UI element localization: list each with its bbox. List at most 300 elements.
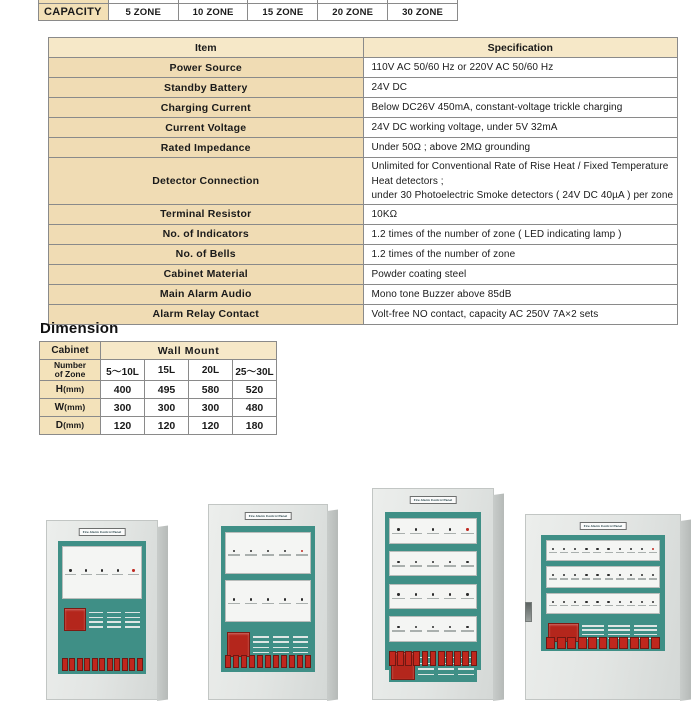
zone-text-strip [262,603,274,604]
control-legend-line [273,652,289,653]
zone-text-strip [81,574,92,575]
zone-led-icon [552,601,554,603]
dimension-value: 180 [233,417,277,435]
table-row [40,381,277,399]
zone-indicator [603,601,614,607]
zone-led-icon [69,569,71,571]
control-switch[interactable] [122,658,128,671]
zone-led-icon [233,598,235,600]
control-switch[interactable] [241,655,248,669]
control-legend-line [107,617,121,618]
control-switch[interactable] [281,655,288,669]
spec-item-value: 1.2 times of the number of zone [363,244,678,264]
zone-indicator [648,601,659,607]
zone-led-icon [132,569,134,571]
zone-led-icon [596,574,598,576]
zone-text-strip [571,578,579,579]
zone-indicator [390,593,407,599]
zone-indicator [547,601,558,607]
spec-item-value: Under 50Ω ; above 2MΩ grounding [363,138,678,158]
zone-led-icon [563,574,565,576]
zone-text-strip [296,554,308,555]
zone-indicator [126,569,142,575]
zone-indicator [442,561,459,567]
spec-item-value: Mono tone Buzzer above 85dB [363,284,678,304]
spec-item-value: 1.2 times of the number of zone ( LED indicating lamp ) [363,224,678,244]
control-switch[interactable] [84,658,90,671]
control-switch[interactable] [438,651,445,666]
dimension-value: 300 [189,399,233,417]
dimension-heading: Dimension [40,320,119,337]
cabinet-side-vent [160,597,167,599]
zone-led-icon [619,574,621,576]
zone-led-icon [466,528,468,530]
zone-led-icon [397,593,399,595]
control-switch[interactable] [651,637,660,648]
zone-indicator [636,548,647,554]
control-switch[interactable] [446,651,453,666]
spec-item-value [363,158,678,205]
control-switch[interactable] [107,658,113,671]
zone-led-icon [630,548,632,550]
zone-text-strip [560,578,568,579]
spec-item-label: Alarm Relay Contact [49,304,364,324]
zone-indicator [260,550,277,556]
dimension-zone-label [40,360,101,381]
zone-indicator [424,528,441,534]
dimension-value: 400 [101,381,145,399]
control-switch[interactable] [137,658,143,671]
zone-text-strip [427,630,439,631]
zone-text-strip [605,605,613,606]
dimension-row-unit: (mm) [64,402,86,413]
control-switch[interactable] [619,637,628,648]
zone-led-icon [117,569,119,571]
cabinet-side-vent [496,643,503,645]
zone-text-strip [444,565,456,566]
zone-indicator [459,593,476,599]
zone-led-icon [415,593,417,595]
zone-led-icon [284,550,286,552]
control-legend-line [89,612,103,613]
switch-row [546,638,659,647]
control-switch[interactable] [129,658,135,671]
zone-indicator [276,598,293,604]
zone-text-strip [228,603,240,604]
zone-led-icon [552,548,554,550]
zone-led-icon [449,561,451,563]
zone-led-icon [415,561,417,563]
zone-indicator [614,548,625,554]
spec-item-value: Volt-free NO contact, capacity AC 250V 7A×2 sets [363,304,678,324]
table-row [49,78,678,98]
control-legend-line [253,652,269,653]
zone-indicator [558,601,569,607]
control-legend-line [89,626,103,627]
cabinet-side-vent [496,545,503,547]
zone-indicator [226,598,243,604]
capacity-cell: 30 ZONE [388,4,458,21]
dimension-value: 120 [101,417,145,435]
control-switch[interactable] [609,637,618,648]
panel-10-zone [208,504,328,700]
table-row [49,244,678,264]
zone-text-strip [649,605,657,606]
zone-led-icon [432,561,434,563]
zone-text-strip [279,554,291,555]
zone-led-icon [596,548,598,550]
control-legend-column [106,608,122,631]
control-legend-line [634,625,656,626]
zone-text-strip [649,578,657,579]
spec-item-label: Terminal Resistor [49,204,364,224]
spec-item-label: Rated Impedance [49,138,364,158]
zone-indicator [407,626,424,632]
zone-text-strip [427,533,439,534]
control-legend-line [293,647,309,648]
zone-led-icon [101,569,103,571]
control-switch[interactable] [422,651,429,666]
zone-text-strip [444,533,456,534]
cabinet-side-vent [330,529,337,531]
faceplate [221,526,315,672]
zone-led-icon [641,574,643,576]
zone-text-strip [392,533,404,534]
control-switch[interactable] [297,655,304,669]
dimension-zone-column: 20L [189,360,233,381]
table-row [49,284,678,304]
zone-indicator [603,574,614,580]
table-row [49,224,678,244]
control-legend-line [608,625,630,626]
zone-text-strip [582,605,590,606]
control-legend-line [253,641,269,642]
panel-20-zone [372,488,494,700]
control-switch[interactable] [62,658,68,671]
control-legend-line [458,674,474,675]
capacity-row-label: CAPACITY [39,4,109,21]
dimension-row-label [40,399,101,417]
zone-text-strip [410,565,422,566]
zone-text-strip [549,605,557,606]
spec-header-item: Item [49,38,364,58]
dimension-row-unit: (mm) [63,384,85,395]
zone-text-strip [560,605,568,606]
zone-indicator [407,593,424,599]
control-switch[interactable] [578,637,587,648]
cabinet-side-vent [330,558,337,560]
control-switch[interactable] [265,655,272,669]
cabinet-side-vent [496,610,503,612]
zone-text-strip [96,574,107,575]
product-photo-row [0,470,700,700]
zone-text-strip [392,630,404,631]
zone-indicator [110,569,126,575]
spec-item-value: 110V AC 50/60 Hz or 220V AC 50/60 Hz [363,58,678,78]
control-switch[interactable] [588,637,597,648]
control-switch[interactable] [114,658,120,671]
control-legend-line [582,625,604,626]
main-alarm-lamp[interactable] [64,608,86,631]
zone-led-icon [563,548,565,550]
zone-indicator [243,550,260,556]
capacity-cell: 20 ZONE [318,4,388,21]
control-legend-line [582,629,604,630]
control-legend-line [253,647,269,648]
zone-indicator [260,598,277,604]
zone-text-strip [461,533,473,534]
zone-led-icon [284,598,286,600]
zone-indicator-bank [225,580,312,622]
zone-text-strip [616,578,624,579]
control-switch[interactable] [405,651,412,666]
cabinet-side-vent [160,623,167,625]
switch-row [389,652,477,665]
zone-led-icon [563,601,565,603]
zone-indicator-bank [546,593,659,614]
zone-indicator-bank [389,584,477,609]
control-legend-column [252,632,270,657]
main-alarm-lamp[interactable] [227,632,251,657]
control-legend-line [273,636,289,637]
spec-item-label: Current Voltage [49,118,364,138]
zone-led-icon [466,626,468,628]
cabinet-body [372,488,494,700]
spec-item-value: 10KΩ [363,204,678,224]
control-switch[interactable] [630,637,639,648]
cabinet-side-vent [683,593,690,595]
spec-item-value: 24V DC [363,78,678,98]
dimension-zone-column: 15L [145,360,189,381]
zone-indicator-bank [62,546,143,599]
zone-led-icon [250,550,252,552]
zone-indicator [226,550,243,556]
zone-indicator [293,550,310,556]
zone-led-icon [630,574,632,576]
control-switch[interactable] [599,637,608,648]
cabinet-side-vent [496,675,503,677]
control-switch[interactable] [225,655,232,669]
zone-led-icon [415,626,417,628]
zone-indicator [407,561,424,567]
zone-led-icon [607,574,609,576]
zone-text-strip [593,552,601,553]
control-switch[interactable] [233,655,240,669]
cabinet-side-vent [683,539,690,541]
faceplate [385,512,481,670]
control-switch[interactable] [289,655,296,669]
zone-indicator [63,569,79,575]
control-switch[interactable] [397,651,404,666]
zone-text-strip [296,603,308,604]
zone-text-strip [605,552,613,553]
zone-indicator [293,598,310,604]
control-switch[interactable] [273,655,280,669]
zone-indicator [625,548,636,554]
control-legend-line [125,621,139,622]
control-switch[interactable] [640,637,649,648]
table-row [49,98,678,118]
control-legend-line [125,612,139,613]
control-legend-column [124,608,140,631]
zone-led-icon [619,548,621,550]
control-legend-line [293,652,309,653]
zone-text-strip [444,630,456,631]
dimension-table [39,341,277,435]
control-block [62,606,143,633]
zone-text-strip [616,605,624,606]
zone-indicator [94,569,110,575]
cabinet-side-vent [330,646,337,648]
cabinet-side-vent [683,621,690,623]
zone-text-strip [571,605,579,606]
table-row [49,118,678,138]
zone-text-strip [627,578,635,579]
zone-led-icon [607,601,609,603]
zone-led-icon [449,593,451,595]
zone-led-icon [641,601,643,603]
dimension-value: 120 [145,417,189,435]
control-switch[interactable] [69,658,75,671]
zone-indicator [442,626,459,632]
control-legend-line [273,647,289,648]
table-row [49,204,678,224]
zone-led-icon [449,626,451,628]
zone-text-strip [638,552,646,553]
zone-indicator [648,574,659,580]
dimension-zone-column: 25～30L [233,360,277,381]
dimension-row-key: H [55,384,64,396]
spec-item-value: 24V DC working voltage, under 5V 32mA [363,118,678,138]
cabinet-side-vent [160,675,167,677]
zone-indicator-bank [389,616,477,641]
dimension-row-label [40,381,101,399]
specification-table [48,37,678,325]
control-legend-line [438,674,454,675]
door-lock-icon[interactable] [525,602,532,622]
control-legend-line [107,626,121,627]
control-switch[interactable] [249,655,256,669]
zone-indicator-bank [389,551,477,576]
spec-header-specification: Specification [363,38,678,58]
control-switch[interactable] [92,658,98,671]
zone-indicator [459,528,476,534]
control-legend-line [634,629,656,630]
zone-text-strip [427,598,439,599]
control-switch[interactable] [546,637,555,648]
zone-text-strip [279,603,291,604]
zone-indicator-bank [546,540,659,561]
zone-indicator [390,528,407,534]
panel-5-zone [46,520,158,700]
zone-led-icon [574,574,576,576]
zone-led-icon [397,528,399,530]
control-legend-column [272,632,290,657]
zone-indicator [592,601,603,607]
control-legend-line [293,641,309,642]
zone-indicator [459,561,476,567]
cabinet-body [525,514,681,700]
zone-text-strip [392,598,404,599]
zone-text-strip [582,578,590,579]
zone-led-icon [432,626,434,628]
table-row [49,138,678,158]
control-switch[interactable] [257,655,264,669]
control-legend-line [125,626,139,627]
control-legend-line [89,621,103,622]
zone-indicator [581,574,592,580]
zone-indicator [636,574,647,580]
zone-indicator [570,574,581,580]
zone-led-icon [301,550,303,552]
control-switch[interactable] [389,651,396,666]
control-switch[interactable] [462,651,469,666]
capacity-table [38,0,458,21]
zone-text-strip [245,603,257,604]
zone-led-icon [250,598,252,600]
control-switch[interactable] [413,651,420,666]
control-switch[interactable] [471,651,478,666]
spec-item-label: Detector Connection [49,158,364,205]
control-switch[interactable] [305,655,312,669]
zone-text-strip [112,574,123,575]
dimension-row-unit: (mm) [63,420,85,431]
capacity-cell: 10 ZONE [178,4,248,21]
zone-led-icon [619,601,621,603]
zone-text-strip [593,578,601,579]
zone-indicator [592,574,603,580]
control-switch[interactable] [430,651,437,666]
table-row [40,399,277,417]
cabinet-side-vent [496,513,503,515]
cabinet-title-label: Fire Alarm Control Panel [245,512,292,520]
zone-led-icon [652,548,654,550]
zone-led-icon [574,601,576,603]
zone-indicator [592,548,603,554]
zone-text-strip [392,565,404,566]
dimension-value: 580 [189,381,233,399]
spec-item-label: No. of Bells [49,244,364,264]
control-switch[interactable] [557,637,566,648]
zone-label-line-2: of Zone [54,369,86,380]
zone-indicator [390,626,407,632]
zone-led-icon [630,601,632,603]
zone-indicator [558,548,569,554]
control-switch[interactable] [454,651,461,666]
zone-indicator-bank [546,566,659,587]
panel-30-zone [525,514,681,700]
zone-text-strip [582,552,590,553]
zone-indicator [581,548,592,554]
zone-led-icon [415,528,417,530]
zone-text-strip [549,578,557,579]
zone-text-strip [410,533,422,534]
control-switch[interactable] [567,637,576,648]
table-row [49,58,678,78]
zone-led-icon [596,601,598,603]
control-legend-line [418,668,434,669]
zone-text-strip [410,598,422,599]
dimension-value: 300 [101,399,145,417]
zone-indicator [558,574,569,580]
spec-item-label: Power Source [49,58,364,78]
control-switch[interactable] [77,658,83,671]
zone-led-icon [552,574,554,576]
faceplate [58,541,146,675]
zone-indicator [603,548,614,554]
control-switch[interactable] [99,658,105,671]
zone-text-strip [228,554,240,555]
